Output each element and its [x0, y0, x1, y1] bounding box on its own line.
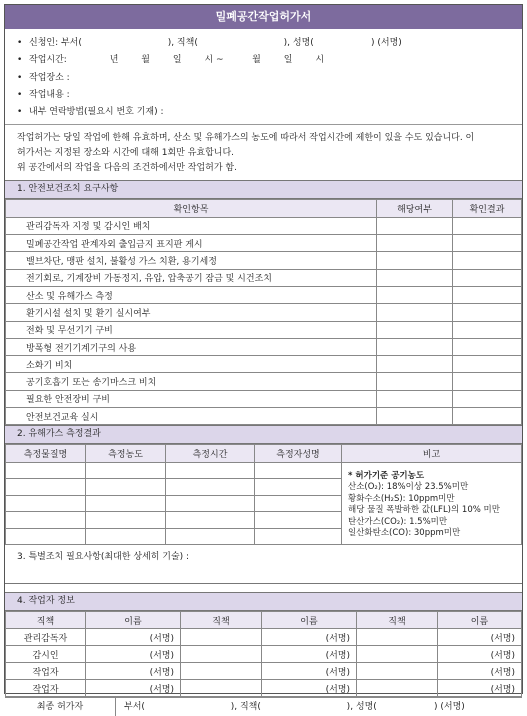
worker-role-cell[interactable] [181, 663, 262, 680]
final-approver-line[interactable]: 부서( ), 직책( ), 성명( ) (서명) [124, 702, 465, 713]
worker-role-cell[interactable] [357, 663, 438, 680]
worker-role-cell[interactable] [181, 680, 262, 697]
signature-cell[interactable]: (서명) [438, 646, 522, 663]
check-item: 공기호흡기 또는 송기마스크 비치 [6, 373, 377, 390]
gas-cell[interactable] [6, 495, 86, 512]
table-row [6, 321, 522, 338]
gas-cell[interactable] [6, 462, 86, 479]
note-line: 황화수소(H₂S): 10ppm미만 [348, 493, 455, 504]
table-row [6, 373, 522, 390]
note-line: 일산화탄소(CO): 30ppm미만 [348, 528, 461, 539]
signature-cell[interactable]: (서명) [86, 629, 181, 646]
check-item: 소화기 비치 [6, 356, 377, 373]
table-row [6, 629, 522, 646]
gas-measurement-table [5, 444, 522, 545]
check-item: 환기시설 설치 및 환기 실시여부 [6, 304, 377, 321]
applicable-cell[interactable] [377, 390, 453, 407]
note-line: 산소(O₂): 18%이상 23.5%미만 [348, 482, 469, 493]
header-position: 직책 [357, 612, 438, 629]
header-remarks: 비고 [342, 445, 522, 462]
work-time-line[interactable]: 작업시간: 년 월 일 시 ~ 월 일 시 [29, 55, 325, 66]
section-1-title: 1. 안전보건조치 요구사항 [5, 180, 522, 199]
note-line: 탄산가스(CO₂): 1.5%미만 [348, 516, 448, 527]
notice-line: 위 공간에서의 작업을 다음의 조건하에서만 작업허가 함. [17, 163, 237, 174]
table-row [6, 304, 522, 321]
applicable-cell[interactable] [377, 235, 453, 252]
work-content-row [17, 87, 522, 104]
result-cell[interactable] [453, 304, 522, 321]
notice-text [5, 124, 522, 176]
applicable-cell[interactable] [377, 252, 453, 269]
section-3-special-measures[interactable] [5, 545, 522, 584]
result-cell[interactable] [453, 373, 522, 390]
gas-cell[interactable] [6, 512, 86, 529]
bullet: • [17, 89, 23, 100]
header-time: 측정시간 [166, 445, 255, 462]
contact-field[interactable]: 내부 연락방법(필요시 번호 기재) : [29, 107, 164, 118]
header-applicable: 해당여부 [377, 200, 453, 217]
work-permit-form [4, 4, 523, 713]
table-row [6, 269, 522, 286]
bullet: • [17, 72, 23, 83]
applicant-row [17, 35, 522, 52]
signature-cell[interactable]: (서명) [86, 663, 181, 680]
section-3-title: 3. 특별조치 필요사항(최대한 상세히 기술) : [17, 552, 190, 563]
worker-info-table [5, 611, 522, 697]
gas-cell[interactable] [255, 479, 342, 496]
table-row [6, 680, 522, 697]
work-place-field[interactable]: 작업장소 : [29, 72, 70, 83]
gas-cell[interactable] [6, 528, 86, 545]
result-cell[interactable] [453, 390, 522, 407]
table-row [6, 663, 522, 680]
result-cell[interactable] [453, 321, 522, 338]
gas-cell[interactable] [255, 512, 342, 529]
section-2-title: 2. 유해가스 측정결과 [5, 425, 522, 444]
gas-cell[interactable] [166, 528, 255, 545]
signature-cell[interactable]: (서명) [86, 680, 181, 697]
notice-line: 작업허가는 당일 작업에 한해 유효하며, 산소 및 유해가스의 농도에 따라서 작업시간에 제한이 있을 수도 있습니다. 이 [17, 133, 475, 144]
table-row [6, 235, 522, 252]
result-cell[interactable] [453, 356, 522, 373]
notice-line: 허가서는 지정된 장소와 시간에 대해 1회만 유효합니다. [17, 148, 235, 159]
result-cell[interactable] [453, 235, 522, 252]
signature-cell[interactable]: (서명) [262, 629, 357, 646]
header-measurer: 측정자성명 [255, 445, 342, 462]
worker-role-cell[interactable] [181, 629, 262, 646]
applicable-cell[interactable] [377, 217, 453, 234]
applicant-info [5, 29, 522, 121]
gas-cell[interactable] [6, 479, 86, 496]
table-row [6, 252, 522, 269]
signature-cell[interactable]: (서명) [438, 663, 522, 680]
air-standard-note [342, 462, 522, 545]
check-item: 밀폐공간작업 관계자외 출입금지 표지판 게시 [6, 235, 377, 252]
header-position: 직책 [6, 612, 86, 629]
applicable-cell[interactable] [377, 408, 453, 425]
header-name: 이름 [438, 612, 522, 629]
note-title: * 허가기준 공기농도 [348, 470, 425, 481]
applicable-cell[interactable] [377, 373, 453, 390]
worker-role: 관리감독자 [6, 629, 86, 646]
gas-cell[interactable] [255, 528, 342, 545]
check-item: 안전보건교육 실시 [6, 408, 377, 425]
header-name: 이름 [262, 612, 357, 629]
table-row [6, 217, 522, 234]
gas-cell[interactable] [166, 512, 255, 529]
applicable-cell[interactable] [377, 356, 453, 373]
bullet: • [17, 55, 23, 66]
signature-cell[interactable]: (서명) [262, 663, 357, 680]
worker-role: 작업자 [6, 680, 86, 697]
table-row [6, 462, 522, 479]
header-result: 확인결과 [453, 200, 522, 217]
result-cell[interactable] [453, 269, 522, 286]
result-cell[interactable] [453, 217, 522, 234]
header-name: 이름 [86, 612, 181, 629]
contact-row [17, 104, 522, 121]
table-row [6, 390, 522, 407]
header-check-item: 확인항목 [6, 200, 377, 217]
applicable-cell[interactable] [377, 286, 453, 303]
gas-cell[interactable] [86, 528, 166, 545]
gas-cell[interactable] [86, 495, 166, 512]
gas-cell[interactable] [86, 479, 166, 496]
gas-cell[interactable] [166, 462, 255, 479]
work-place-row [17, 70, 522, 87]
signature-cell[interactable]: (서명) [262, 646, 357, 663]
result-cell[interactable] [453, 408, 522, 425]
final-approver-row [5, 697, 522, 716]
applicant-line[interactable]: 신청인: 부서( ), 직책( ), 성명( ) (서명) [29, 38, 402, 48]
header-substance: 측정물질명 [6, 445, 86, 462]
check-item: 전화 및 무선기기 구비 [6, 321, 377, 338]
result-cell[interactable] [453, 252, 522, 269]
gas-cell[interactable] [255, 462, 342, 479]
worker-role-cell[interactable] [181, 646, 262, 663]
table-row [6, 286, 522, 303]
section-4-title: 4. 작업자 정보 [5, 592, 522, 611]
applicable-cell[interactable] [377, 269, 453, 286]
table-row [6, 646, 522, 663]
table-row [6, 338, 522, 355]
signature-cell[interactable]: (서명) [438, 629, 522, 646]
bullet: • [17, 107, 23, 118]
check-item: 관리감독자 지정 및 감시인 배치 [6, 217, 377, 234]
gas-cell[interactable] [86, 462, 166, 479]
worker-role-cell[interactable] [357, 646, 438, 663]
gas-cell[interactable] [166, 479, 255, 496]
form-title: 밀폐공간작업허가서 [5, 5, 522, 29]
signature-cell[interactable]: (서명) [86, 646, 181, 663]
table-row [6, 356, 522, 373]
bullet: • [17, 38, 23, 48]
applicable-cell[interactable] [377, 304, 453, 321]
signature-cell[interactable]: (서명) [262, 680, 357, 697]
gas-cell[interactable] [255, 495, 342, 512]
worker-role: 감시인 [6, 646, 86, 663]
table-row [6, 408, 522, 425]
check-item: 산소 및 유해가스 측정 [6, 286, 377, 303]
work-content-field[interactable]: 작업내용 : [29, 89, 70, 100]
check-item: 필요한 안전장비 구비 [6, 390, 377, 407]
note-line: 해당 물질 폭발하한 값(LFL)의 10% 미만 [348, 505, 500, 516]
worker-role-cell[interactable] [357, 680, 438, 697]
applicable-cell[interactable] [377, 321, 453, 338]
result-cell[interactable] [453, 286, 522, 303]
work-time-row [17, 52, 522, 69]
header-concentration: 측정농도 [86, 445, 166, 462]
check-item: 방폭형 전기기계기구의 사용 [6, 338, 377, 355]
header-position: 직책 [181, 612, 262, 629]
worker-role: 작업자 [6, 663, 86, 680]
final-approver-label: 최종 허가자 [5, 698, 116, 716]
gas-cell[interactable] [86, 512, 166, 529]
check-item: 밸브차단, 맹판 설치, 불활성 가스 치환, 용기세정 [6, 252, 377, 269]
worker-role-cell[interactable] [357, 629, 438, 646]
safety-check-table [5, 199, 522, 425]
result-cell[interactable] [453, 338, 522, 355]
signature-cell[interactable]: (서명) [438, 680, 522, 697]
gas-cell[interactable] [166, 495, 255, 512]
applicable-cell[interactable] [377, 338, 453, 355]
check-item: 전기회로, 기계장비 가동정지, 유압, 압축공기 잠금 및 시건조치 [6, 269, 377, 286]
